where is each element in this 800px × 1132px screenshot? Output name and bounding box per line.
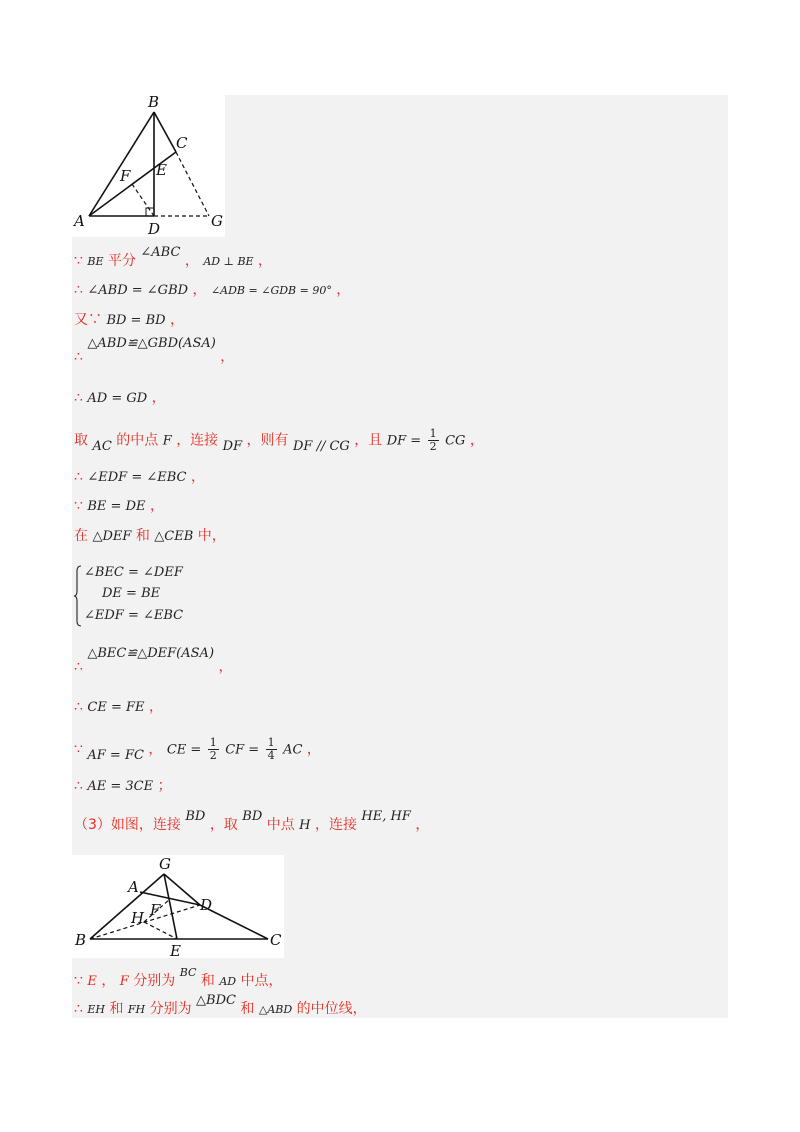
proof-line-16: ∴ EH 和 FH 分别为 △BDC 和 △ABD 的中位线， bbox=[74, 993, 367, 1017]
point-label-E: E bbox=[156, 161, 167, 179]
point-label-F: F bbox=[120, 167, 131, 185]
point-label-E: E bbox=[170, 942, 181, 958]
proof-line-4: ∴ △ABD≌△GBD(ASA) ， bbox=[74, 336, 235, 365]
point-label-C: C bbox=[270, 931, 282, 949]
equation-system bbox=[74, 565, 274, 627]
point-label-G: G bbox=[159, 855, 171, 873]
proof-line-15: ∵ E ， F 分别为 $^{BC}$ 和 AD 中点， bbox=[74, 966, 283, 989]
fraction-one-quarter: $\frac{1}{4}$ bbox=[267, 736, 275, 762]
fraction-one-half: $\frac{1}{2}$ bbox=[429, 427, 437, 453]
point-label-A: A bbox=[128, 878, 139, 896]
system-row-1: ∠BEC = ∠DEF bbox=[84, 565, 183, 580]
system-row-2: DE = BE bbox=[102, 586, 161, 601]
proof-line-12: ∵ AF = FC ， CE = $\frac{1}{2}$ CF = $\frac{1}{4}$ AC ， bbox=[74, 736, 321, 763]
point-label-C: C bbox=[176, 134, 188, 152]
point-label-B: B bbox=[148, 95, 160, 111]
left-brace-icon bbox=[74, 565, 82, 627]
point-label-H: H bbox=[131, 909, 145, 927]
proof-line-14: （3）如图，连接 BD ，取 BD 中点 H ，连接 HE, HF ， bbox=[74, 809, 430, 833]
proof-line-8: ∵ BE = DE ， bbox=[74, 498, 164, 514]
point-label-A: A bbox=[74, 212, 85, 230]
proof-line-11: ∴ CE = FE ， bbox=[74, 699, 163, 715]
proof-line-6: 取 AC 的中点 F ，连接 DF ，则有 DF // CG ，且 DF = $\frac{1}{2}$ CG ， bbox=[74, 427, 484, 454]
proof-line-7: ∴ ∠EDF = ∠EBC ， bbox=[74, 469, 205, 485]
proof-line-2: ∴ ∠ABD = ∠GBD ， ∠ADB = ∠GDB = 90° ， bbox=[74, 282, 351, 298]
proof-line-9: 在 △DEF 和 △CEB 中， bbox=[74, 528, 226, 544]
fraction-one-half: $\frac{1}{2}$ bbox=[209, 736, 217, 762]
point-label-F: F bbox=[150, 901, 161, 919]
proof-line-3: 又∵ BD = BD ， bbox=[74, 312, 185, 328]
proof-line-10: ∴ △BEC≌△DEF(ASA) ， bbox=[74, 646, 233, 675]
point-label-D: D bbox=[148, 220, 161, 237]
proof-line-13: ∴ AE = 3CE ； bbox=[74, 778, 172, 794]
point-label-B: B bbox=[75, 931, 87, 949]
proof-line-1: ∵ BE 平分 ∠ABC ， AD ⊥ BE ， bbox=[74, 245, 273, 269]
point-label-D: D bbox=[200, 896, 213, 914]
triangle-figure-1 bbox=[72, 95, 225, 237]
system-row-3: ∠EDF = ∠EBC bbox=[84, 608, 184, 623]
point-label-G: G bbox=[211, 212, 223, 230]
proof-line-5: ∴ AD = GD ， bbox=[74, 390, 166, 406]
quadrilateral-figure-2 bbox=[72, 855, 284, 958]
